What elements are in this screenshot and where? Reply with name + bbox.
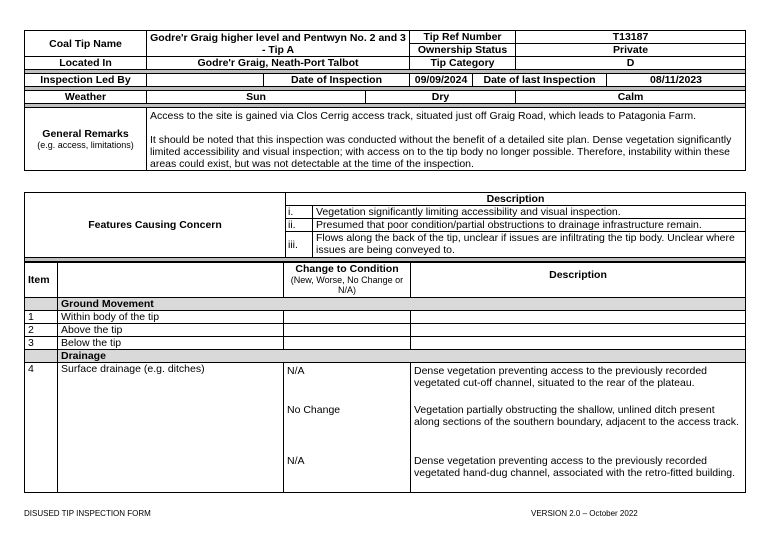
feature-text: Vegetation significantly limiting accessibility and visual inspection. <box>313 206 746 219</box>
row-label: Surface drainage (e.g. ditches) <box>58 363 284 493</box>
tip-category-value: D <box>516 57 746 70</box>
weather-dry: Dry <box>366 91 516 104</box>
item-label-header <box>58 263 284 298</box>
general-remarks-sublabel: (e.g. access, limitations) <box>37 140 134 150</box>
tip-category-label: Tip Category <box>410 57 516 70</box>
description-header: Description <box>411 263 746 298</box>
drainage-change-cell <box>284 363 411 493</box>
change-cell <box>284 324 411 337</box>
coal-tip-name-label: Coal Tip Name <box>25 31 147 57</box>
date-last-inspection-value: 08/11/2023 <box>607 74 746 87</box>
drainage-title: Drainage <box>58 350 746 363</box>
drainage-description: Vegetation partially obstructing the shallow, unlined ditch present along sections of the southern boundary, adjacent to the access track. <box>414 404 739 428</box>
tip-ref-label: Tip Ref Number <box>410 31 516 44</box>
section-number-cell <box>25 298 58 311</box>
drainage-description: Dense vegetation preventing access to the previously recorded vegetated cut-off channel, situated to the rear of the plateau. <box>414 365 708 389</box>
general-remarks-text <box>147 108 746 171</box>
date-of-inspection-label: Date of Inspection <box>264 74 410 87</box>
feature-number: i. <box>286 206 313 219</box>
change-cell <box>284 337 411 350</box>
drainage-description: Dense vegetation preventing access to the previously recorded vegetated hand-dug channel, associated with the retro-fitted building. <box>414 455 736 479</box>
item-header: Item <box>25 263 58 298</box>
feature-text: Flows along the back of the tip, unclear if issues are infiltrating the tip body. Unclear where issues are being conveyed to. <box>313 232 746 258</box>
feature-number: iii. <box>286 232 313 258</box>
features-label: Features Causing Concern <box>25 193 286 258</box>
feature-text: Presumed that poor condition/partial obstructions to drainage infrastructure remain. <box>313 219 746 232</box>
footer-form-title: DISUSED TIP INSPECTION FORM <box>24 509 151 518</box>
located-in-value: Godre'r Graig, Neath-Port Talbot <box>147 57 410 70</box>
description-cell <box>411 324 746 337</box>
tip-details-table <box>24 30 746 171</box>
row-label: Below the tip <box>58 337 284 350</box>
features-description-header: Description <box>286 193 746 206</box>
drainage-change: No Change <box>287 404 341 416</box>
row-number: 3 <box>25 337 58 350</box>
footer-version: VERSION 2.0 – October 2022 <box>531 509 638 518</box>
change-cell <box>284 311 411 324</box>
features-causing-concern-table <box>24 192 746 262</box>
row-label: Above the tip <box>58 324 284 337</box>
remarks-paragraph-1: Access to the site is gained via Clos Cerrig access track, situated just off Graig Road, which leads to Patagonia Farm. <box>150 110 697 122</box>
date-of-inspection-value: 09/09/2024 <box>410 74 473 87</box>
row-number: 1 <box>25 311 58 324</box>
weather-calm: Calm <box>516 91 746 104</box>
separator <box>25 258 746 262</box>
drainage-change: N/A <box>287 365 305 377</box>
row-number: 2 <box>25 324 58 337</box>
row-label: Within body of the tip <box>58 311 284 324</box>
tip-ref-value: T13187 <box>516 31 746 44</box>
remarks-paragraph-2: It should be noted that this inspection was conducted without the benefit of a detailed site plan. Dense vegetation significantly limited accessibility and visual inspection; with access on to the tip body no longer possible. Therefore, instability within these areas could exist, but was not detectable at the time of the inspection. <box>150 134 732 170</box>
general-remarks-label: General Remarks <box>42 128 129 140</box>
change-header: Change to Condition <box>295 263 399 275</box>
drainage-change: N/A <box>287 455 305 467</box>
section-number-cell <box>25 350 58 363</box>
description-cell <box>411 311 746 324</box>
ground-movement-title: Ground Movement <box>58 298 746 311</box>
coal-tip-name-value: Godre'r Graig higher level and Pentwyn No. 2 and 3 - Tip A <box>147 31 410 57</box>
change-header-cell <box>284 263 411 298</box>
weather-sun: Sun <box>147 91 366 104</box>
inspection-led-value <box>147 74 264 87</box>
inspection-led-label: Inspection Led By <box>25 74 147 87</box>
description-cell <box>411 337 746 350</box>
ownership-label: Ownership Status <box>410 44 516 57</box>
row-number: 4 <box>25 363 58 493</box>
feature-number: ii. <box>286 219 313 232</box>
located-in-label: Located In <box>25 57 147 70</box>
general-remarks-label-cell <box>25 108 147 171</box>
drainage-description-cell <box>411 363 746 493</box>
weather-label: Weather <box>25 91 147 104</box>
date-last-inspection-label: Date of last Inspection <box>473 74 607 87</box>
ownership-value: Private <box>516 44 746 57</box>
change-subheader: (New, Worse, No Change or N/A) <box>290 275 404 295</box>
condition-items-table <box>24 262 746 493</box>
